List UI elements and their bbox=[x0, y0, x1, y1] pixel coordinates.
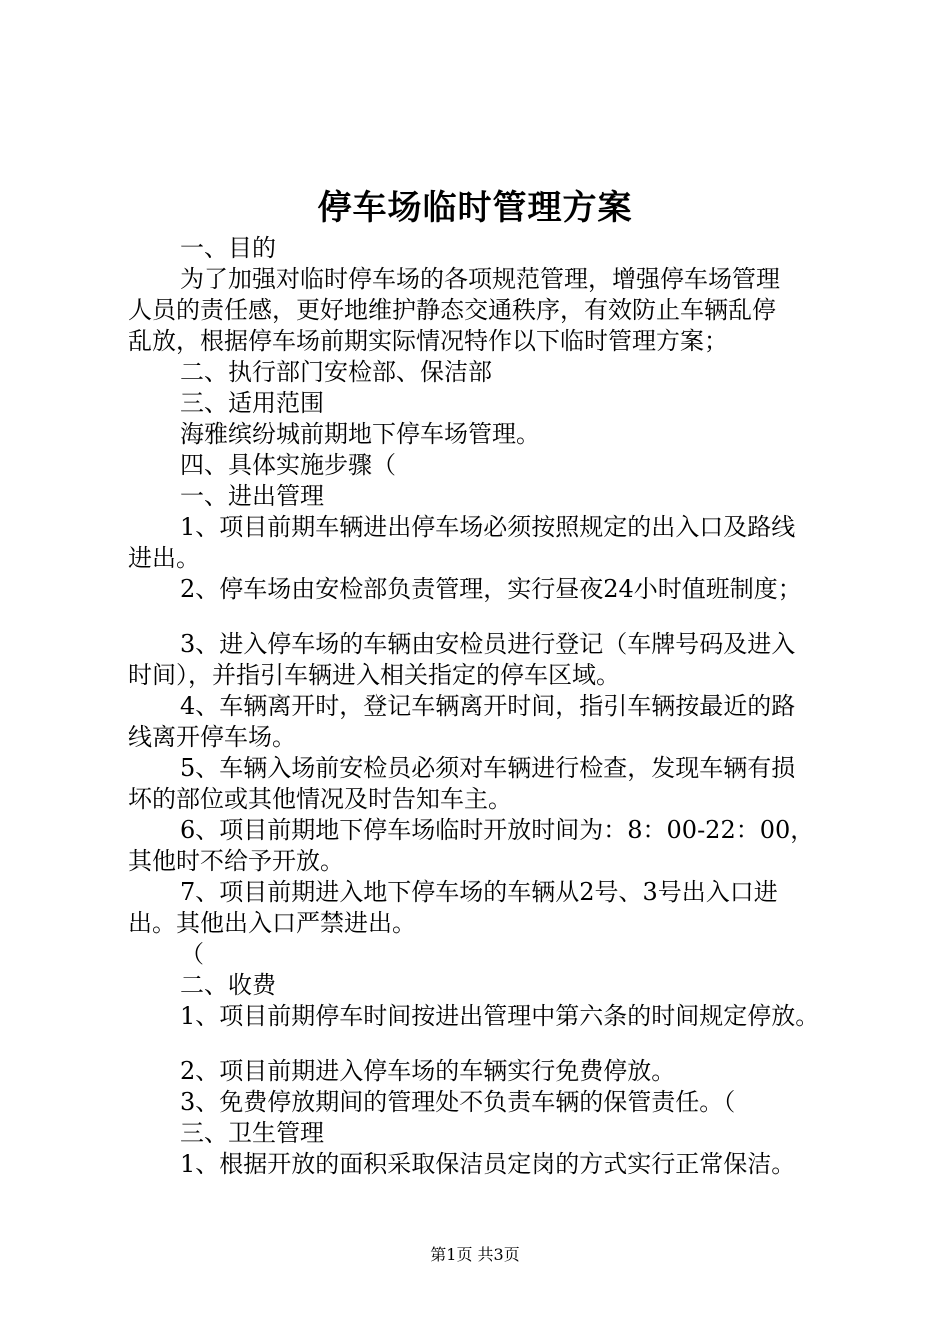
list-item-line: 4、车辆离开时，登记车辆离开时间，指引车辆按最近的路 bbox=[180, 692, 796, 720]
document-body bbox=[128, 233, 848, 1180]
paragraph-line: 海雅缤纷城前期地下停车场管理。 bbox=[180, 420, 540, 448]
section-heading-departments: 二、执行部门安检部、保洁部 bbox=[180, 358, 492, 386]
document-title: 停车场临时管理方案 bbox=[317, 188, 633, 228]
list-item-line: 1、根据开放的面积采取保洁员定岗的方式实行正常保洁。 bbox=[180, 1150, 796, 1178]
section-heading-steps: 四、具体实施步骤（ bbox=[180, 451, 396, 479]
list-item-line: 3、免费停放期间的管理处不负责车辆的保管责任。（ bbox=[180, 1088, 736, 1116]
list-item-line: 进出。 bbox=[128, 544, 200, 572]
list-item-line: 2、项目前期进入停车场的车辆实行免费停放。 bbox=[180, 1057, 676, 1085]
page-footer: 第1页 共3页 bbox=[430, 1245, 520, 1264]
subsection-heading-fees: 二、收费 bbox=[180, 971, 276, 999]
list-item-line: 1、项目前期车辆进出停车场必须按照规定的出入口及路线 bbox=[180, 513, 796, 541]
stray-bracket-line: （ bbox=[180, 940, 204, 968]
list-item-line: 2、停车场由安检部负责管理，实行昼夜24小时值班制度； bbox=[180, 575, 802, 603]
subsection-heading-sanitation: 三、卫生管理 bbox=[180, 1119, 324, 1147]
blank-line bbox=[128, 1032, 848, 1056]
paragraph-line: 乱放，根据停车场前期实际情况特作以下临时管理方案； bbox=[128, 327, 728, 355]
section-heading-scope: 三、适用范围 bbox=[180, 389, 324, 417]
list-item-line: 7、项目前期进入地下停车场的车辆从2号、3号出入口进 bbox=[180, 878, 778, 906]
paragraph-line: 为了加强对临时停车场的各项规范管理，增强停车场管理 bbox=[180, 265, 780, 293]
list-item-line: 线离开停车场。 bbox=[128, 723, 296, 751]
list-item-line: 1、项目前期停车时间按进出管理中第六条的时间规定停放。 bbox=[180, 1002, 820, 1030]
list-item-line: 6、项目前期地下停车场临时开放时间为：8：00-22：00， bbox=[180, 816, 815, 844]
list-item-line: 3、进入停车场的车辆由安检员进行登记（车牌号码及进入 bbox=[180, 630, 796, 658]
paragraph-line: 人员的责任感，更好地维护静态交通秩序，有效防止车辆乱停 bbox=[128, 296, 776, 324]
subsection-heading-access: 一、进出管理 bbox=[180, 482, 324, 510]
blank-line bbox=[128, 605, 848, 629]
section-heading-purpose: 一、目的 bbox=[180, 234, 276, 262]
list-item-line: 5、车辆入场前安检员必须对车辆进行检查，发现车辆有损 bbox=[180, 754, 796, 782]
list-item-line: 时间），并指引车辆进入相关指定的停车区域。 bbox=[128, 661, 620, 689]
list-item-line: 出。其他出入口严禁进出。 bbox=[128, 909, 416, 937]
list-item-line: 坏的部位或其他情况及时告知车主。 bbox=[128, 785, 512, 813]
list-item-line: 其他时不给予开放。 bbox=[128, 847, 344, 875]
